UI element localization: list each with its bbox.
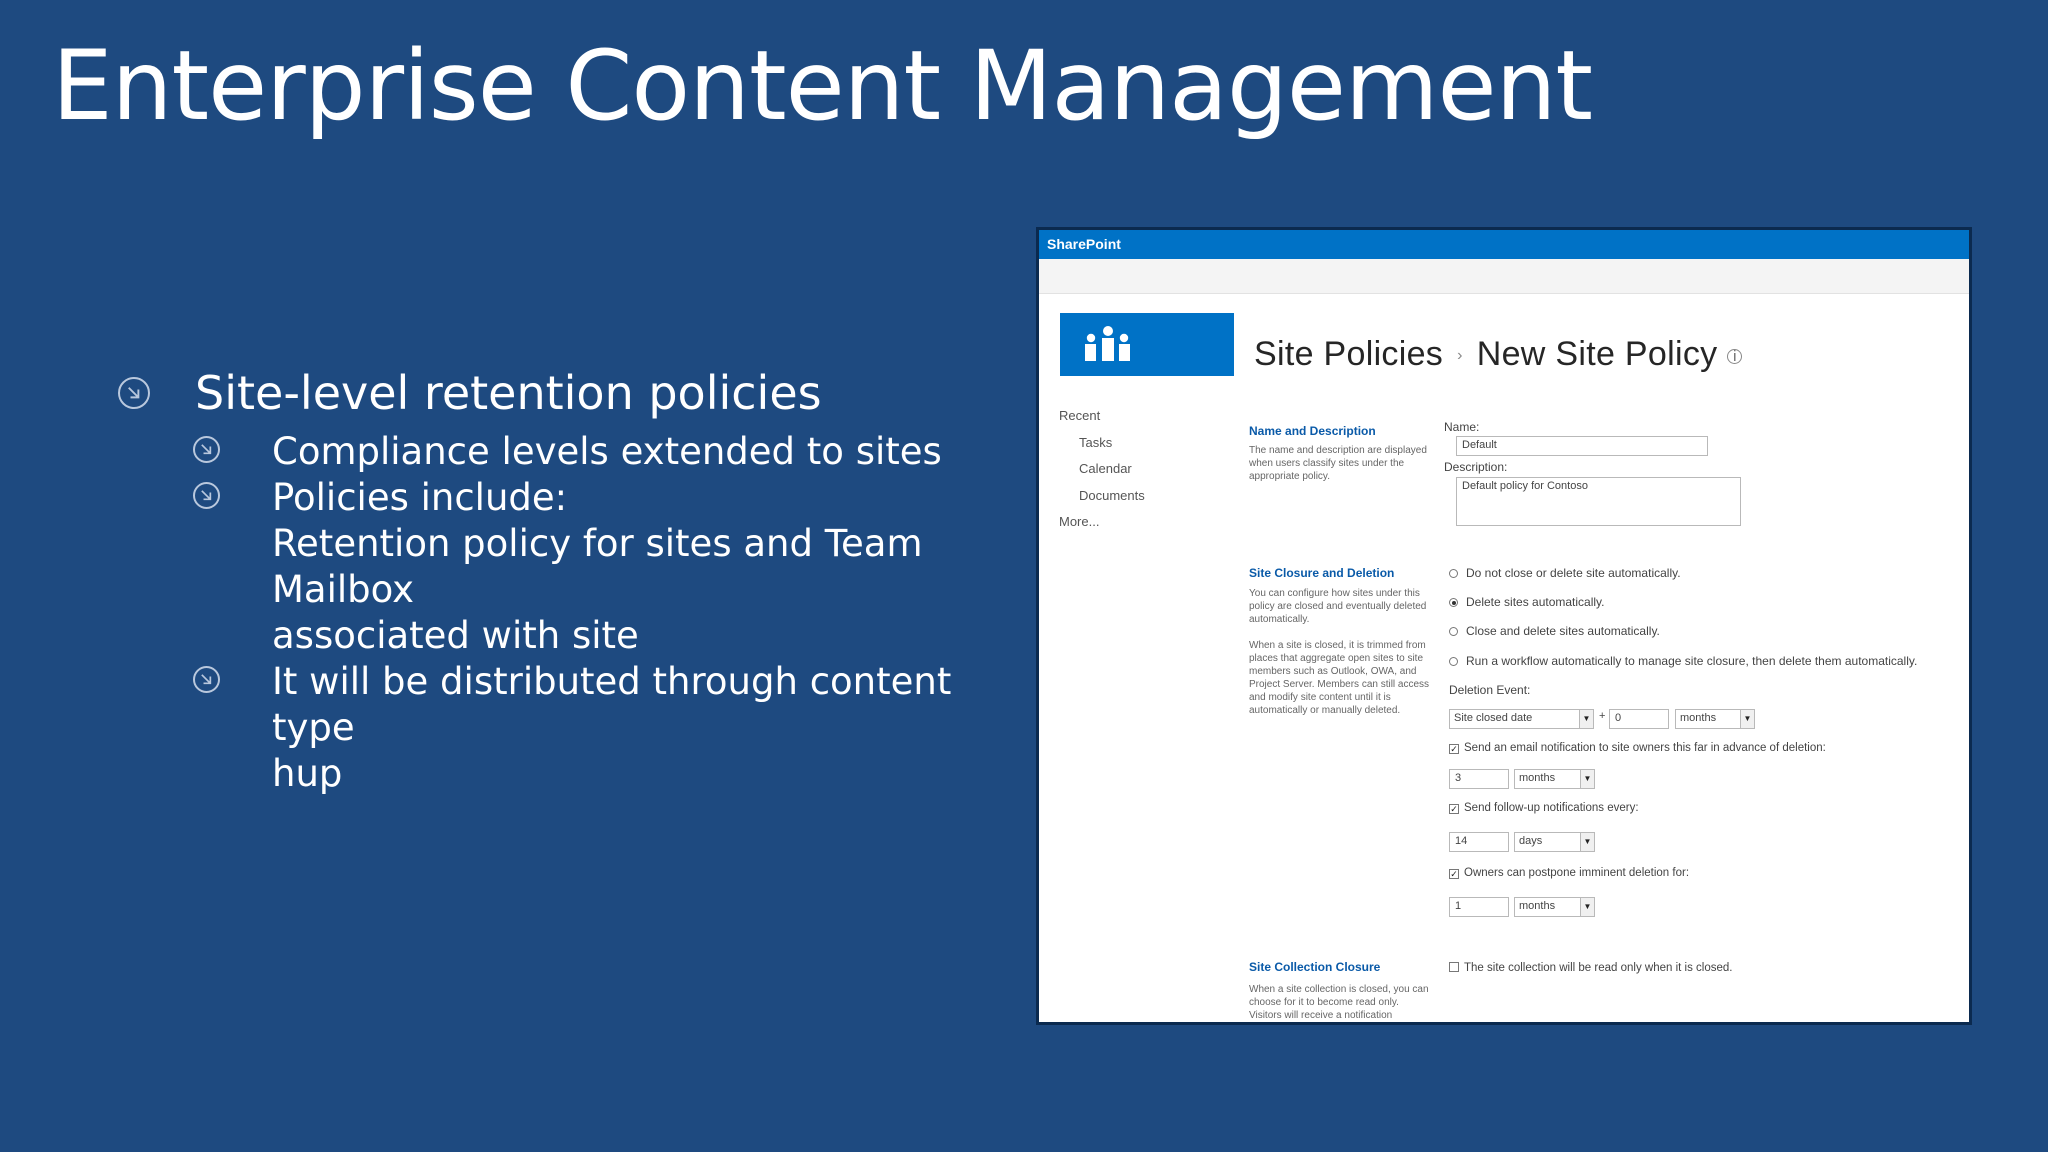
description-label: Description: bbox=[1444, 460, 1508, 474]
radio-close-delete-auto[interactable]: Close and delete sites automatically. bbox=[1449, 624, 1660, 638]
plus-sign: + bbox=[1599, 710, 1606, 722]
section-site-closure-title: Site Closure and Deletion bbox=[1249, 566, 1395, 580]
slide-title: Enterprise Content Management bbox=[52, 30, 1593, 142]
readonly-checkbox-row[interactable]: The site collection will be read only when it is closed. bbox=[1449, 962, 1732, 974]
dropdown-arrow-icon: ▼ bbox=[1740, 710, 1754, 728]
section-site-collection-closure-text: When a site collection is closed, you can choose for it to become read only. Visitors will receive a notification bbox=[1249, 984, 1429, 1021]
bullet-sub-3 bbox=[115, 659, 1015, 751]
postpone-checkbox-row[interactable]: ✓ Owners can postpone imminent deletion for: bbox=[1450, 867, 1690, 879]
checkbox-checked[interactable]: ✓ bbox=[1450, 744, 1458, 754]
page-heading bbox=[1254, 335, 1742, 374]
bullet-list bbox=[115, 365, 1015, 797]
followup-checkbox-row[interactable]: ✓ Send follow-up notifications every: bbox=[1450, 802, 1639, 814]
bullet-sub-2-cont-2: associated with site bbox=[272, 614, 639, 657]
bullet-sub-2 bbox=[115, 475, 1015, 521]
radio-delete-auto[interactable]: Delete sites automatically. bbox=[1449, 595, 1605, 609]
section-name-description-title: Name and Description bbox=[1249, 424, 1376, 438]
deletion-offset-unit-select[interactable]: months ▼ bbox=[1675, 709, 1755, 729]
radio-button[interactable] bbox=[1449, 569, 1458, 578]
postpone-duration-unit-select[interactable]: months ▼ bbox=[1514, 897, 1595, 917]
checkbox-checked[interactable]: ✓ bbox=[1450, 869, 1458, 879]
deletion-event-select[interactable]: Site closed date ▼ bbox=[1449, 709, 1594, 729]
nav-more[interactable]: More... bbox=[1059, 514, 1100, 529]
arrow-circle-bullet-icon bbox=[193, 436, 220, 463]
sharepoint-brand-bar: SharePoint bbox=[1039, 230, 1969, 259]
dropdown-arrow-icon: ▼ bbox=[1579, 710, 1593, 728]
section-site-closure-text-1: You can configure how sites under this policy are closed and eventually deleted automatically. bbox=[1249, 588, 1427, 625]
bullet-main bbox=[115, 365, 1015, 421]
bullet-sub-1 bbox=[115, 429, 1015, 475]
email-advance-input[interactable]: 3 bbox=[1449, 769, 1509, 789]
nav-tasks[interactable]: Tasks bbox=[1079, 434, 1113, 450]
email-advance-unit-select[interactable]: months ▼ bbox=[1514, 769, 1595, 789]
followup-interval-unit-select[interactable]: days ▼ bbox=[1514, 832, 1595, 852]
section-site-closure-text-2: When a site is closed, it is trimmed from places that aggregate open sites to site members such as Outlook, OWA, and Project Server. Members can still access and modify site content until it is automatically or manually deleted. bbox=[1249, 640, 1430, 716]
bullet-sub-3-text: It will be distributed through content type bbox=[272, 660, 952, 749]
breadcrumb-site-policies[interactable]: Site Policies bbox=[1254, 335, 1444, 373]
radio-run-workflow[interactable]: Run a workflow automatically to manage site closure, then delete them automatically. bbox=[1449, 654, 1917, 668]
dropdown-arrow-icon: ▼ bbox=[1580, 770, 1594, 788]
arrow-circle-bullet-icon bbox=[118, 377, 150, 409]
sharepoint-ribbon bbox=[1039, 259, 1969, 294]
people-group-icon bbox=[1076, 325, 1136, 365]
bullet-main-text: Site-level retention policies bbox=[195, 366, 822, 420]
radio-button[interactable] bbox=[1449, 657, 1458, 666]
quick-launch-nav bbox=[1059, 408, 1145, 541]
deletion-event-label: Deletion Event: bbox=[1449, 683, 1531, 697]
radio-no-close[interactable]: Do not close or delete site automatically. bbox=[1449, 566, 1681, 580]
followup-interval-input[interactable]: 14 bbox=[1449, 832, 1509, 852]
nav-calendar[interactable]: Calendar bbox=[1079, 461, 1132, 476]
bullet-sub-3-cont: hup bbox=[272, 752, 343, 795]
name-label: Name: bbox=[1444, 420, 1480, 434]
dropdown-arrow-icon: ▼ bbox=[1580, 833, 1594, 851]
checkbox-checked[interactable]: ✓ bbox=[1450, 804, 1458, 814]
section-site-collection-closure-title: Site Collection Closure bbox=[1249, 960, 1381, 974]
breadcrumb-separator-icon: › bbox=[1457, 347, 1463, 365]
radio-button[interactable] bbox=[1449, 627, 1458, 636]
checkbox-unchecked[interactable] bbox=[1449, 962, 1459, 972]
bullet-sub-1-text: Compliance levels extended to sites bbox=[272, 430, 942, 473]
arrow-circle-bullet-icon bbox=[193, 482, 220, 509]
radio-button-selected[interactable] bbox=[1449, 598, 1458, 607]
description-textarea[interactable]: Default policy for Contoso bbox=[1456, 477, 1741, 526]
email-notify-checkbox-row[interactable]: ✓ Send an email notification to site owners this far in advance of deletion: bbox=[1450, 742, 1826, 754]
deletion-offset-input[interactable]: 0 bbox=[1609, 709, 1669, 729]
nav-documents[interactable]: Documents bbox=[1079, 487, 1145, 503]
name-input[interactable]: Default bbox=[1456, 436, 1708, 456]
nav-recent[interactable]: Recent bbox=[1059, 408, 1101, 423]
dropdown-arrow-icon: ▼ bbox=[1580, 898, 1594, 916]
info-icon[interactable]: i bbox=[1727, 349, 1742, 364]
page-title: New Site Policy bbox=[1476, 335, 1718, 373]
bullet-sub-2-cont-1: Retention policy for sites and Team Mailbox bbox=[272, 522, 923, 611]
section-name-description-text: The name and description are displayed when users classify sites under the appropriate policy. bbox=[1249, 445, 1427, 482]
bullet-sub-2-text: Policies include: bbox=[272, 476, 568, 519]
site-logo[interactable] bbox=[1060, 313, 1234, 376]
arrow-circle-bullet-icon bbox=[193, 666, 220, 693]
sharepoint-screenshot bbox=[1036, 227, 1972, 1025]
postpone-duration-input[interactable]: 1 bbox=[1449, 897, 1509, 917]
